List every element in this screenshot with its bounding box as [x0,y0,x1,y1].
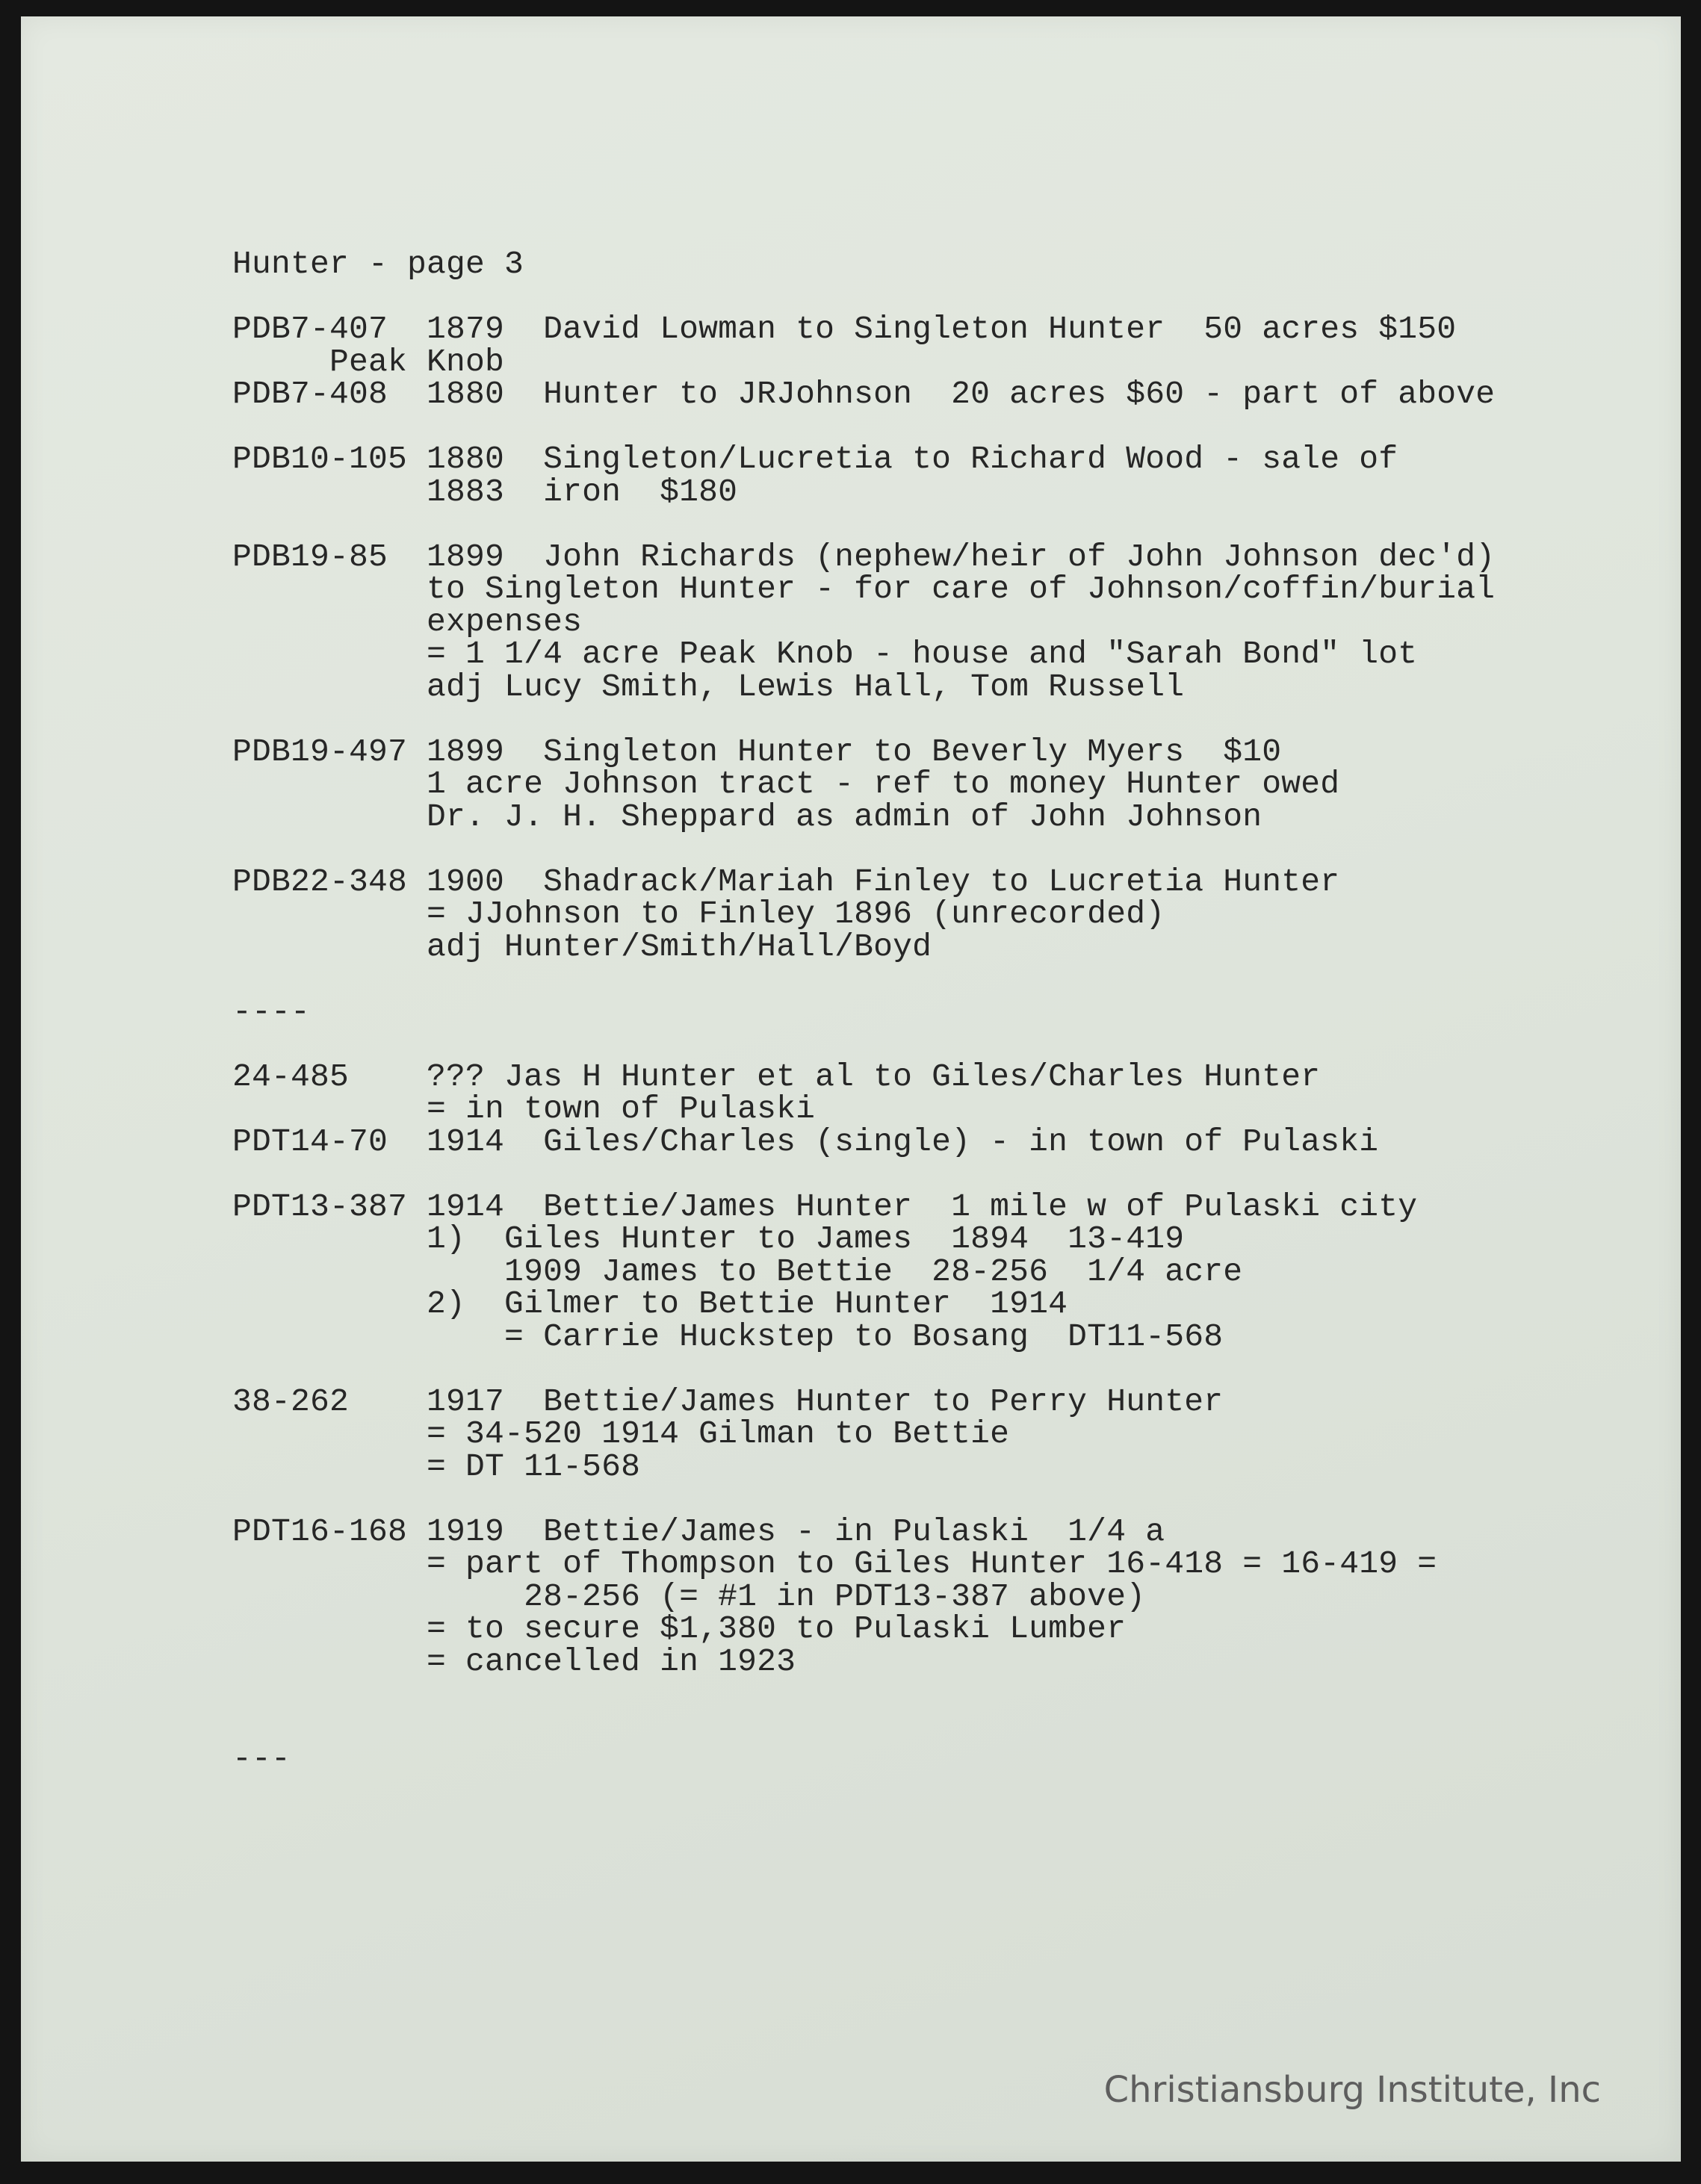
text-line: PDB22-348 1900 Shadrack/Mariah Finley to Lucretia Hunter [232,863,1340,900]
text-line: 1) Giles Hunter to James 1894 13-419 [232,1220,1185,1257]
blank-line [232,1158,1495,1191]
blank-line [232,703,1495,736]
blank-line [232,1710,1495,1743]
text-line: 28-256 (= #1 in PDT13-387 above) [232,1577,1146,1615]
text-line: 2) Gilmer to Bettie Hunter 1914 [232,1285,1068,1322]
text-line: = JJohnson to Finley 1896 (unrecorded) [232,896,1165,932]
text-line: expenses [232,603,583,640]
text-line: 24-485 ??? Jas H Hunter et al to Giles/Charles Hunter [232,1058,1321,1095]
text-line: PDT16-168 1919 Bettie/James - in Pulaski 1/4 a [232,1513,1165,1550]
text-line: Dr. J. H. Sheppard as admin of John Johnson [232,798,1262,835]
blank-line [232,508,1495,541]
blank-line [232,963,1495,996]
text-line: 1 acre Johnson tract - ref to money Hunter owed [232,766,1340,802]
text-line: 38-262 1917 Bettie/James Hunter to Perry Hunter [232,1383,1224,1420]
text-line: Peak Knob [232,343,505,380]
blank-line [232,281,1495,314]
text-line: = cancelled in 1923 [232,1642,796,1680]
text-line: PDB10-105 1880 Singleton/Lucretia to Richard Wood - sale of [232,441,1398,477]
text-line: = part of Thompson to Giles Hunter 16-418 = 16-419 = [232,1545,1437,1582]
text-line: = DT 11-568 [232,1448,641,1485]
text-line: PDB19-497 1899 Singleton Hunter to Beverly Myers $10 [232,733,1282,770]
blank-line [232,1483,1495,1516]
blank-line [232,1353,1495,1386]
text-line: = 1 1/4 acre Peak Knob - house and "Sarah Bond" lot [232,636,1418,672]
text-line: ---- [232,993,311,1030]
watermark-text: Christiansburg Institute, Inc [1103,2069,1601,2111]
text-line: adj Lucy Smith, Lewis Hall, Tom Russell [232,668,1185,705]
text-line: PDB19-85 1899 John Richards (nephew/heir of John Johnson dec'd) [232,538,1496,575]
blank-line [232,1678,1495,1710]
blank-line [232,1028,1495,1061]
text-line: = in town of Pulaski [232,1091,816,1127]
text-line: --- [232,1740,291,1777]
text-line: adj Hunter/Smith/Hall/Boyd [232,928,932,965]
blank-line [232,833,1495,866]
text-line: to Singleton Hunter - for care of Johnson/coffin/burial [232,571,1496,607]
text-line: PDB7-407 1879 David Lowman to Singleton Hunter 50 acres $150 [232,311,1457,347]
text-line: 1909 James to Bettie 28-256 1/4 acre [232,1253,1243,1290]
text-line: = 34-520 1914 Gilman to Bettie [232,1415,1010,1452]
text-line: = to secure $1,380 to Pulaski Lumber [232,1610,1127,1647]
text-line: PDT13-387 1914 Bettie/James Hunter 1 mile w of Pulaski city [232,1188,1418,1225]
text-line: Hunter - page 3 [232,246,524,282]
text-line: 1883 iron $180 [232,473,738,510]
text-line: PDB7-408 1880 Hunter to JRJohnson 20 acres $60 - part of above [232,376,1496,412]
typed-deed-notes [232,248,1495,1775]
blank-line [232,411,1495,444]
text-line: PDT14-70 1914 Giles/Charles (single) - in town of Pulaski [232,1123,1379,1160]
document-page [21,16,1681,2162]
text-line: = Carrie Huckstep to Bosang DT11-568 [232,1318,1224,1355]
